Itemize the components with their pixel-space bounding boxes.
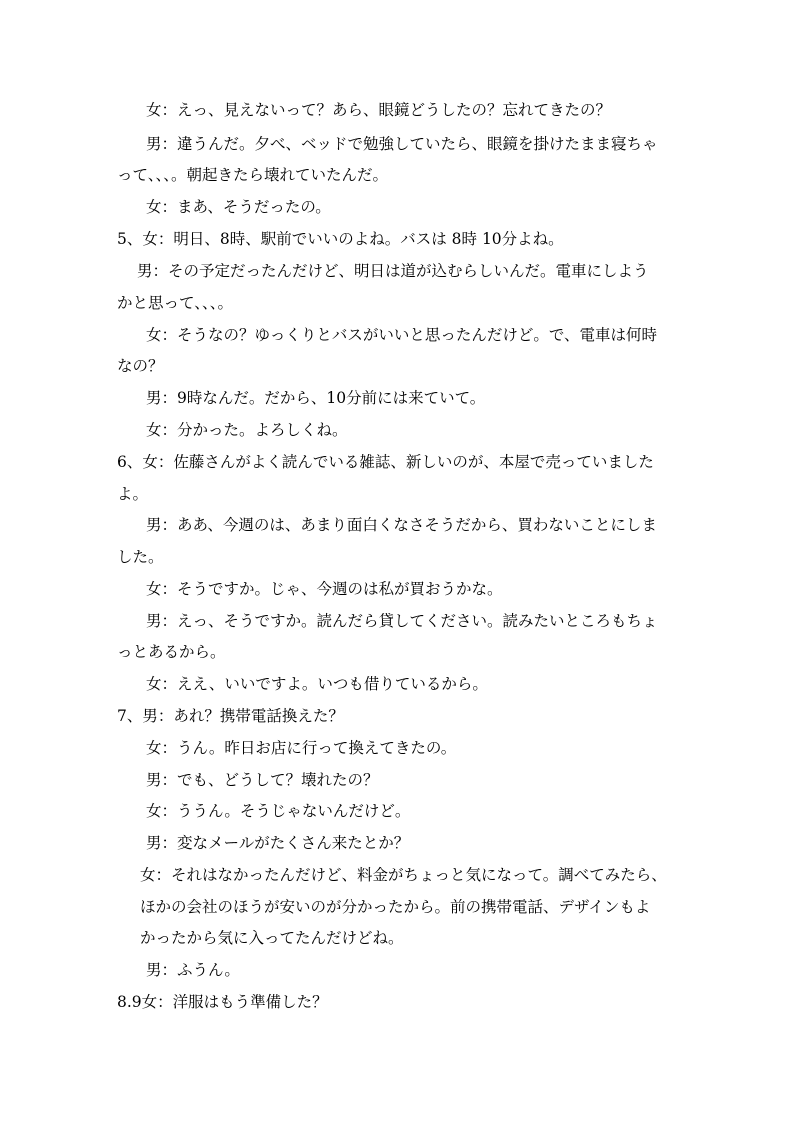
dialogue-line: 女：ううん。そうじゃないんだけど。 [146, 802, 411, 820]
dialogue-line: なの？ [117, 357, 164, 375]
dialogue-line: かと思って、、、。 [117, 294, 233, 312]
dialogue-item-5: 5、女：明日、8時、駅前でいいのよね。バスは 8時 10分よね。 [117, 230, 564, 248]
dialogue-line: っとあるから。 [117, 643, 226, 661]
dialogue-item-7: 7、男：あれ？携帯電話換えた？ [117, 707, 344, 725]
dialogue-line: 女：まあ、そうだったの。 [146, 198, 331, 216]
dialogue-line: 女：それはなかったんだけど、料金がちょっと気になって。調べてみたら、 [140, 866, 667, 884]
dialogue-item-8-9: 8.9女：洋服はもう準備した？ [117, 993, 328, 1011]
dialogue-line: かったから気に入ってたんだけどね。 [140, 929, 404, 947]
dialogue-line: よ。 [117, 485, 149, 503]
dialogue-line: 男：ふうん。 [146, 961, 240, 979]
dialogue-line: 女：ええ、いいですよ。いつも借りているから。 [146, 675, 488, 693]
dialogue-line: 女：うん。昨日お店に行って換えてきたの。 [146, 739, 457, 757]
dialogue-line: 男：違うんだ。夕べ、ベッドで勉強していたら、眼鏡を掛けたまま寝ちゃ [146, 135, 658, 153]
dialogue-line: 男：9時なんだ。だから、10分前には来ていて。 [146, 389, 486, 407]
dialogue-line: って、、、。朝起きたら壊れていたんだ。 [117, 166, 388, 184]
dialogue-line: 男：えっ、そうですか。読んだら貸してください。読みたいところもちょ [146, 612, 658, 630]
dialogue-line: した。 [117, 548, 164, 566]
dialogue-line: 男：変なメールがたくさん来たとか？ [146, 834, 410, 852]
dialogue-line: 女：えっ、見えないって？あら、眼鏡どうしたの？忘れてきたの？ [146, 101, 612, 119]
dialogue-line: 男：ああ、今週のは、あまり面白くなさそうだから、買わないことにしま [146, 516, 657, 534]
dialogue-line: 女：そうですか。じゃ、今週のは私が買おうかな。 [146, 580, 503, 598]
dialogue-line: 女：分かった。よろしくね。 [146, 421, 348, 439]
dialogue-line: ほかの会社のほうが安いのが分かったから。前の携帯電話、デザインもよ [140, 898, 651, 916]
dialogue-line: 男：でも、どうして？壊れたの？ [146, 771, 379, 789]
dialogue-item-6: 6、女：佐藤さんがよく読んでいる雑誌、新しいのが、本屋で売っていました [117, 453, 654, 471]
dialogue-line: 男：その予定だったんだけど、明日は道が込むらしいんだ。電車にしよう [137, 262, 649, 280]
dialogue-line: 女：そうなの？ゆっくりとバスがいいと思ったんだけど。で、電車は何時 [146, 326, 658, 344]
